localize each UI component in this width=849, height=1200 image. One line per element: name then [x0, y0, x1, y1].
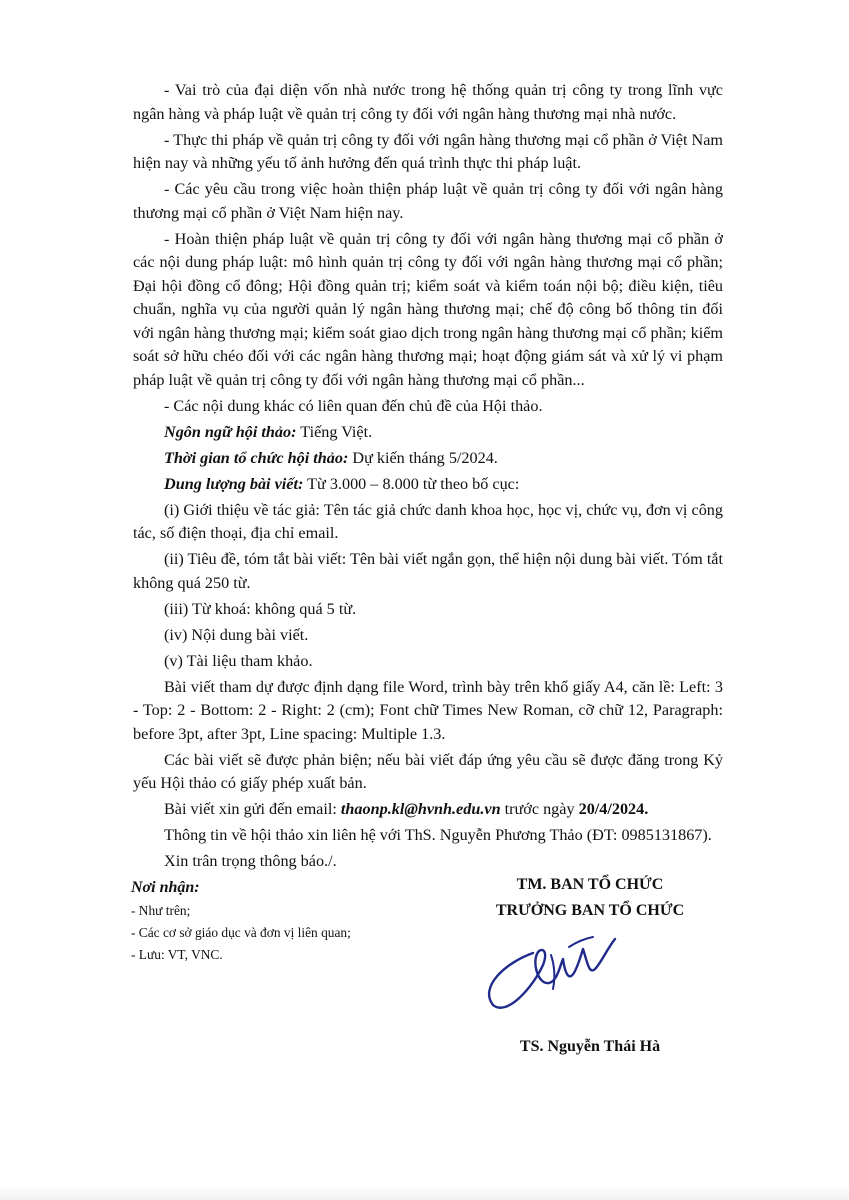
submission-line	[133, 798, 723, 822]
signature-image	[475, 925, 625, 1017]
topic-paragraph: - Các nội dung khác có liên quan đến chủ đề của Hội thảo.	[164, 396, 543, 415]
recipient-item: - Như trên;	[131, 903, 191, 918]
structure-item: (i) Giới thiệu về tác giả: Tên tác giả chức danh khoa học, học vị, chức vụ, đơn vị công tác, số điện thoại, địa chỉ email.	[133, 500, 723, 542]
topic-paragraph: - Thực thi pháp về quản trị công ty đối với ngân hàng thương mại cổ phần ở Việt Nam hiện nay và những yếu tố ảnh hưởng đến quá trình thực thi pháp luật.	[133, 130, 723, 172]
signer-line-1: TM. BAN TỔ CHỨC	[516, 876, 664, 893]
submission-middle: trước ngày	[504, 800, 575, 818]
time-value: Dự kiến tháng 5/2024.	[352, 448, 498, 467]
structure-item: (ii) Tiêu đề, tóm tắt bài viết: Tên bài viết ngắn gọn, thể hiện nội dung bài viết. Tóm tắt không quá 250 từ.	[133, 550, 723, 592]
language-value: Tiếng Việt.	[300, 422, 373, 441]
submission-email-link[interactable]: thaonp.kl@hvnh.edu.vn	[340, 800, 501, 818]
scan-edge	[0, 1186, 849, 1200]
structure-item: (v) Tài liệu tham khảo.	[164, 651, 313, 670]
structure-item: (iv) Nội dung bài viết.	[164, 625, 309, 644]
recipients-title: Nơi nhận:	[131, 879, 200, 896]
signer-name: TS. Nguyễn Thái Hà	[519, 1038, 661, 1055]
submission-deadline: 20/4/2024.	[578, 800, 649, 818]
contact-line: Thông tin về hội thảo xin liên hệ với ThS. Nguyễn Phương Thảo (ĐT: 0985131867).	[164, 826, 712, 844]
recipients-block	[131, 876, 431, 966]
topic-paragraph: - Các yêu cầu trong việc hoàn thiện pháp luật về quản trị công ty đối với ngân hàng thương mại cổ phần ở Việt Nam hiện nay.	[133, 180, 723, 222]
signer-line-2: TRƯỞNG BAN TỔ CHỨC	[495, 902, 685, 919]
signature-stroke	[489, 939, 615, 1008]
structure-item: (iii) Từ khoá: không quá 5 từ.	[164, 599, 357, 618]
topic-paragraph: - Hoàn thiện pháp luật về quản trị công ty đối với ngân hàng thương mại cổ phần ở các nội dung pháp luật: mô hình quản trị công ty đối với ngân hàng thương mại cổ phần; Đại hội đồng cổ đông; Hội đồng quản trị; kiểm soát và kiểm toán nội bộ; điều kiện, tiêu chuẩn, nghĩa vụ của người quản lý ngân hàng thương mại; chế độ công bố thông tin đối với ngân hàng thương mại; kiểm soát giao dịch trong ngân hàng thương mại cổ phần; kiểm soát sở hữu chéo đối với các ngân hàng thương mại; hoạt động giám sát và xử lý vi phạm pháp luật về quản trị công ty đối với ngân hàng thương mại cổ phần...	[133, 229, 723, 389]
closing-line: Xin trân trọng thông báo./.	[164, 852, 337, 870]
topic-paragraph: - Vai trò của đại diện vốn nhà nước trong hệ thống quản trị công ty trong lĩnh vực ngân hàng và pháp luật về quản trị công ty đối với ngân hàng thương mại nhà nước.	[133, 81, 723, 123]
length-label: Dung lượng bài viết:	[164, 474, 304, 493]
time-line	[133, 447, 723, 471]
signature-stroke	[551, 955, 554, 989]
signer-block	[440, 872, 740, 924]
review-note: Các bài viết sẽ được phản biện; nếu bài viết đáp ứng yêu cầu sẽ được đăng trong Kỷ yếu Hội thảo có giấy phép xuất bản.	[133, 750, 723, 792]
language-label: Ngôn ngữ hội thảo:	[164, 422, 297, 441]
language-line	[133, 421, 723, 445]
format-note: Bài viết tham dự được định dạng file Word, trình bày trên khổ giấy A4, căn lề: Left: 3 - Top: 2 - Bottom: 2 - Right: 2 (cm); Font chữ Times New Roman, cỡ chữ 12, Paragraph: before 3pt, after 3pt, Line spacing: Multiple 1.3.	[133, 677, 723, 743]
length-line	[133, 473, 723, 497]
recipient-item: - Lưu: VT, VNC.	[131, 947, 223, 962]
submission-prefix: Bài viết xin gửi đến email:	[164, 800, 337, 818]
signature-stroke	[569, 937, 593, 947]
document-body	[133, 79, 723, 876]
recipient-item: - Các cơ sở giáo dục và đơn vị liên quan;	[131, 925, 351, 940]
time-label: Thời gian tổ chức hội thảo:	[164, 448, 349, 467]
length-value: Từ 3.000 – 8.000 từ theo bố cục:	[307, 474, 520, 493]
